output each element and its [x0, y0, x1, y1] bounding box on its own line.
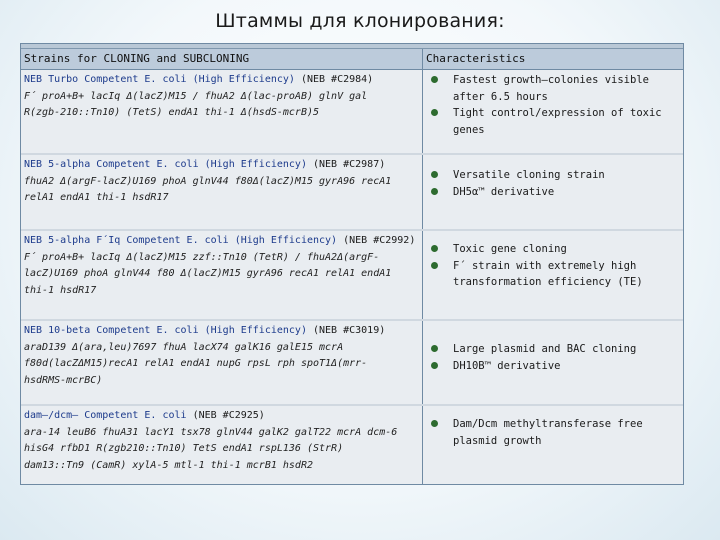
- strain-cell: [21, 70, 423, 153]
- bullet-icon: [431, 262, 438, 269]
- characteristics-cell: [423, 155, 683, 229]
- genotype-line: dam13::Tn9 (CamR) xylA-5 mtl-1 thi-1 mcrB1 hsdR2: [24, 459, 313, 471]
- characteristic-text: DH5α™ derivative: [453, 185, 555, 198]
- table-row: [21, 70, 683, 155]
- characteristic-text: Fastest growth—colonies visible after 6.5 hours: [453, 74, 649, 103]
- genotype-line: thi-1 hsdR17: [24, 284, 97, 296]
- strain-name: NEB Turbo Competent E. coli (High Efficiency): [24, 74, 295, 85]
- genotype-line: f80d(lacZΔM15)recA1 relA1 endA1 nupG rpsL rph spoT1Δ(mrr-: [24, 358, 368, 369]
- genotype-line: F´ proA+B+ lacIq Δ(lacZ)M15 zzf::Tn10 (TetR) / fhuA2Δ(argF-: [24, 251, 380, 263]
- characteristic-text: Toxic gene cloning: [453, 243, 567, 255]
- genotype-line: ara-14 leuB6 fhuA31 lacY1 tsx78 glnV44 galK2 galT22 mcrA dcm-6: [24, 426, 398, 438]
- slide-title: Штаммы для клонирования:: [215, 10, 505, 32]
- strain-cell: [21, 155, 423, 229]
- table-header: [21, 49, 683, 70]
- characteristic-item: [431, 416, 683, 449]
- table-row: [21, 406, 683, 485]
- bullet-icon: [431, 245, 438, 252]
- catalog-number: (NEB #C2925): [186, 410, 265, 421]
- genotype-line: hisG4 rfbD1 R(zgb210::Tn10) TetS endA1 rspL136 (StrR): [24, 443, 344, 454]
- characteristics-cell: [423, 231, 683, 319]
- header-strains: Strains for CLONING and SUBCLONING: [21, 49, 423, 69]
- characteristic-item: [431, 241, 683, 258]
- characteristic-text: Large plasmid and BAC cloning: [453, 343, 637, 355]
- characteristic-item: [431, 105, 683, 138]
- genotype-line: lacZ)U169 phoA glnV44 f80 Δ(lacZ)M15 gyrA96 recA1 relA1 endA1: [24, 268, 392, 279]
- genotype-line: hsdRMS-mcrBC): [24, 374, 103, 386]
- characteristic-item: [431, 358, 683, 375]
- genotype-line: relA1 endA1 thi-1 hsdR17: [24, 192, 169, 203]
- bullet-icon: [431, 420, 438, 427]
- header-characteristics: Characteristics: [426, 52, 526, 65]
- characteristics-cell: [423, 406, 683, 485]
- characteristic-item: [431, 167, 683, 184]
- strain-cell: [21, 231, 423, 319]
- genotype-line: fhuA2 Δ(argF-lacZ)U169 phoA glnV44 f80Δ(lacZ)M15 gyrA96 recA1: [24, 175, 392, 187]
- genotype-line: araD139 Δ(ara,leu)7697 fhuA lacX74 galK16 galE15 mcrA: [24, 341, 344, 353]
- characteristics-cell: [423, 70, 683, 153]
- characteristic-item: [431, 341, 683, 358]
- characteristic-text: Tight control/expression of toxic genes: [453, 107, 662, 136]
- bullet-icon: [431, 362, 438, 369]
- table-row: [21, 231, 683, 321]
- catalog-number: (NEB #C2984): [294, 74, 374, 85]
- characteristic-text: Dam/Dcm methyltransferase free plasmid growth: [453, 418, 643, 447]
- strain-cell: [21, 321, 423, 404]
- strain-name: NEB 5-alpha F´Iq Competent E. coli (High Efficiency): [24, 235, 338, 246]
- characteristic-item: [431, 184, 683, 201]
- characteristics-cell: [423, 321, 683, 404]
- bullet-icon: [431, 345, 438, 352]
- genotype-line: F´ proA+B+ lacIq Δ(lacZ)M15 / fhuA2 Δ(lac-proAB) glnV gal: [24, 90, 368, 102]
- catalog-number: (NEB #C2987): [306, 159, 386, 170]
- characteristic-text: Versatile cloning strain: [453, 169, 605, 181]
- strain-name: NEB 5-alpha Competent E. coli (High Efficiency): [24, 159, 307, 170]
- table-row: [21, 321, 683, 406]
- bullet-icon: [431, 188, 438, 195]
- genotype-line: R(zgb-210::Tn10) (TetS) endA1 thi-1 Δ(hsdS-mcrB)5: [24, 107, 320, 118]
- catalog-number: (NEB #C2992): [337, 235, 416, 246]
- characteristic-text: F´ strain with extremely high transformation efficiency (TE): [453, 259, 643, 288]
- characteristic-item: [431, 72, 683, 105]
- strain-name: NEB 10-beta Competent E. coli (High Efficiency): [24, 325, 307, 336]
- characteristic-text: DH10B™ derivative: [453, 359, 561, 372]
- characteristic-item: [431, 258, 683, 291]
- strains-table: [20, 43, 684, 485]
- bullet-icon: [431, 109, 438, 116]
- bullet-icon: [431, 171, 438, 178]
- strain-cell: [21, 406, 423, 485]
- catalog-number: (NEB #C3019): [306, 325, 386, 336]
- strain-name: dam–/dcm– Competent E. coli: [24, 410, 187, 421]
- table-row: [21, 155, 683, 231]
- bullet-icon: [431, 76, 438, 83]
